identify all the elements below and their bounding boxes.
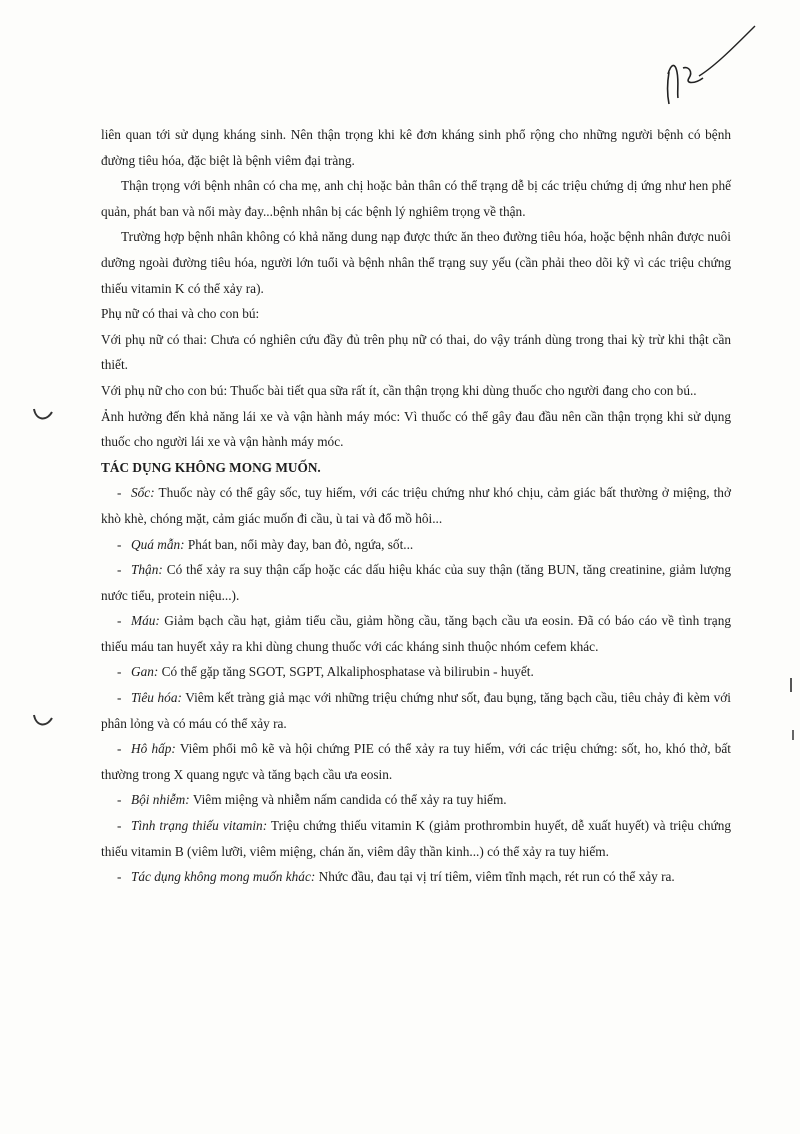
side-effect-text: Có thể xảy ra suy thận cấp hoặc các dấu hiệu khác của suy thận (tăng BUN, tăng creatinine, giảm lượng nước tiểu, protein niệu...). bbox=[101, 562, 732, 603]
side-effect-term: Bội nhiễm: bbox=[131, 792, 190, 808]
list-dash: - bbox=[117, 690, 122, 706]
handwritten-initials bbox=[655, 18, 765, 110]
list-dash: - bbox=[117, 562, 122, 578]
side-effect-term: Gan: bbox=[131, 664, 159, 680]
side-effect-item bbox=[101, 787, 731, 813]
list-dash: - bbox=[117, 664, 122, 680]
paragraph-nutrition-caution: Trường hợp bệnh nhân không có khả năng dung nạp được thức ăn theo đường tiêu hóa, hoặc bệnh nhân được nuôi dưỡng ngoài đường tiêu hóa, người lớn tuổi và bệnh nhân thể trạng suy yếu (cần phải theo dõi kỹ vì các triệu chứng thiếu vitamin K có thể xảy ra). bbox=[101, 229, 731, 296]
side-effect-text: Có thể gặp tăng SGOT, SGPT, Alkaliphosphatase và bilirubin - huyết. bbox=[161, 664, 534, 680]
side-effect-text: Viêm kết tràng giả mạc với những triệu chứng như sốt, đau bụng, tăng bạch cầu, tiêu chảy đi kèm với phân lỏng và có máu có thể xảy ra. bbox=[101, 690, 731, 731]
side-effect-term: Tác dụng không mong muốn khác: bbox=[131, 869, 316, 885]
side-effect-term: Sốc: bbox=[131, 485, 155, 501]
side-effect-text: Giảm bạch cầu hạt, giảm tiểu cầu, giảm hồng cầu, tăng bạch cầu ưa eosin. Đã có báo cáo về tình trạng thiếu máu tan huyết xảy ra khi dùng chung thuốc với các kháng sinh thuộc nhóm cefem khác. bbox=[101, 613, 731, 654]
side-effect-term: Tình trạng thiếu vitamin: bbox=[131, 818, 268, 834]
document-body bbox=[101, 122, 731, 890]
list-dash: - bbox=[117, 485, 122, 501]
side-effect-text: Triệu chứng thiếu vitamin K (giảm prothrombin huyết, dễ xuất huyết) và triệu chứng thiếu vitamin B (viêm lưỡi, viêm miệng, chán ăn, viêm dây thần kinh...) có thể xảy ra tuy hiếm. bbox=[101, 818, 731, 859]
side-effect-term: Quá mẫn: bbox=[131, 536, 185, 552]
list-dash: - bbox=[117, 818, 122, 834]
list-dash: - bbox=[117, 613, 122, 629]
side-effect-term: Tiêu hóa: bbox=[131, 690, 182, 706]
paragraph-driving: Ảnh hưởng đến khả năng lái xe và vận hành máy móc: Vì thuốc có thể gây đau đầu nên cần thận trọng khi sử dụng thuốc cho người lái xe và vận hành máy móc. bbox=[101, 408, 731, 450]
paragraph-antibiotic-caution: liên quan tới sử dụng kháng sinh. Nên thận trọng khi kê đơn kháng sinh phổ rộng cho những người bệnh có bệnh đường tiêu hóa, đặc biệt là bệnh viêm đại tràng. bbox=[101, 127, 731, 168]
side-effect-text: Thuốc này có thể gây sốc, tuy hiếm, với các triệu chứng như khó chịu, cảm giác bất thường ở miệng, thở khò khè, chóng mặt, cảm giác muốn đi cầu, ù tai và đổ mồ hôi... bbox=[101, 485, 731, 526]
list-dash: - bbox=[117, 869, 122, 885]
list-dash: - bbox=[117, 741, 122, 757]
binding-mark bbox=[32, 712, 54, 730]
paragraph-pregnancy-heading: Phụ nữ có thai và cho con bú: bbox=[101, 306, 260, 322]
section-heading-side-effects: TÁC DỤNG KHÔNG MONG MUỐN. bbox=[101, 459, 321, 475]
side-effect-item bbox=[101, 557, 731, 608]
side-effect-text: Phát ban, nổi mày đay, ban đỏ, ngứa, sốt... bbox=[187, 536, 414, 552]
binding-mark bbox=[32, 406, 54, 424]
side-effect-term: Hô hấp: bbox=[131, 741, 176, 757]
side-effect-text: Nhức đầu, đau tại vị trí tiêm, viêm tĩnh mạch, rét run có thể xảy ra. bbox=[318, 869, 675, 885]
side-effect-item bbox=[101, 813, 731, 864]
list-dash: - bbox=[117, 792, 122, 808]
side-effect-item bbox=[101, 736, 731, 787]
list-dash: - bbox=[117, 536, 122, 552]
paragraph-allergy-caution: Thận trọng với bệnh nhân có cha mẹ, anh chị hoặc bản thân có thể trạng dễ bị các triệu chứng dị ứng như hen phế quản, phát ban và nổi mày đay...bệnh nhân bị các bệnh lý nghiêm trọng về thận. bbox=[101, 178, 731, 219]
side-effect-term: Thận: bbox=[131, 562, 163, 578]
paragraph-pregnant-women: Với phụ nữ có thai: Chưa có nghiên cứu đầy đủ trên phụ nữ có thai, do vậy tránh dùng trong thai kỳ trừ khi thật cần thiết. bbox=[101, 331, 731, 373]
side-effect-term: Máu: bbox=[131, 613, 160, 629]
side-effect-item bbox=[101, 532, 731, 558]
side-effect-item bbox=[101, 659, 731, 685]
side-effects-list bbox=[101, 480, 731, 890]
side-effect-item bbox=[101, 608, 731, 659]
side-effect-item bbox=[101, 864, 731, 890]
side-effect-item bbox=[101, 480, 731, 531]
side-effect-item bbox=[101, 685, 731, 736]
scan-speck bbox=[792, 730, 794, 740]
scan-speck bbox=[790, 678, 792, 692]
side-effect-text: Viêm phổi mô kẽ và hội chứng PIE có thể xảy ra tuy hiếm, với các triệu chứng: sốt, ho, khó thở, bất thường trong X quang ngực và tăng bạch cầu ưa eosin. bbox=[101, 741, 731, 782]
paragraph-breastfeeding: Với phụ nữ cho con bú: Thuốc bài tiết qua sữa rất ít, cần thận trọng khi dùng thuốc cho người đang cho con bú.. bbox=[101, 382, 697, 398]
side-effect-text: Viêm miệng và nhiễm nấm candida có thể xảy ra tuy hiếm. bbox=[192, 792, 507, 808]
